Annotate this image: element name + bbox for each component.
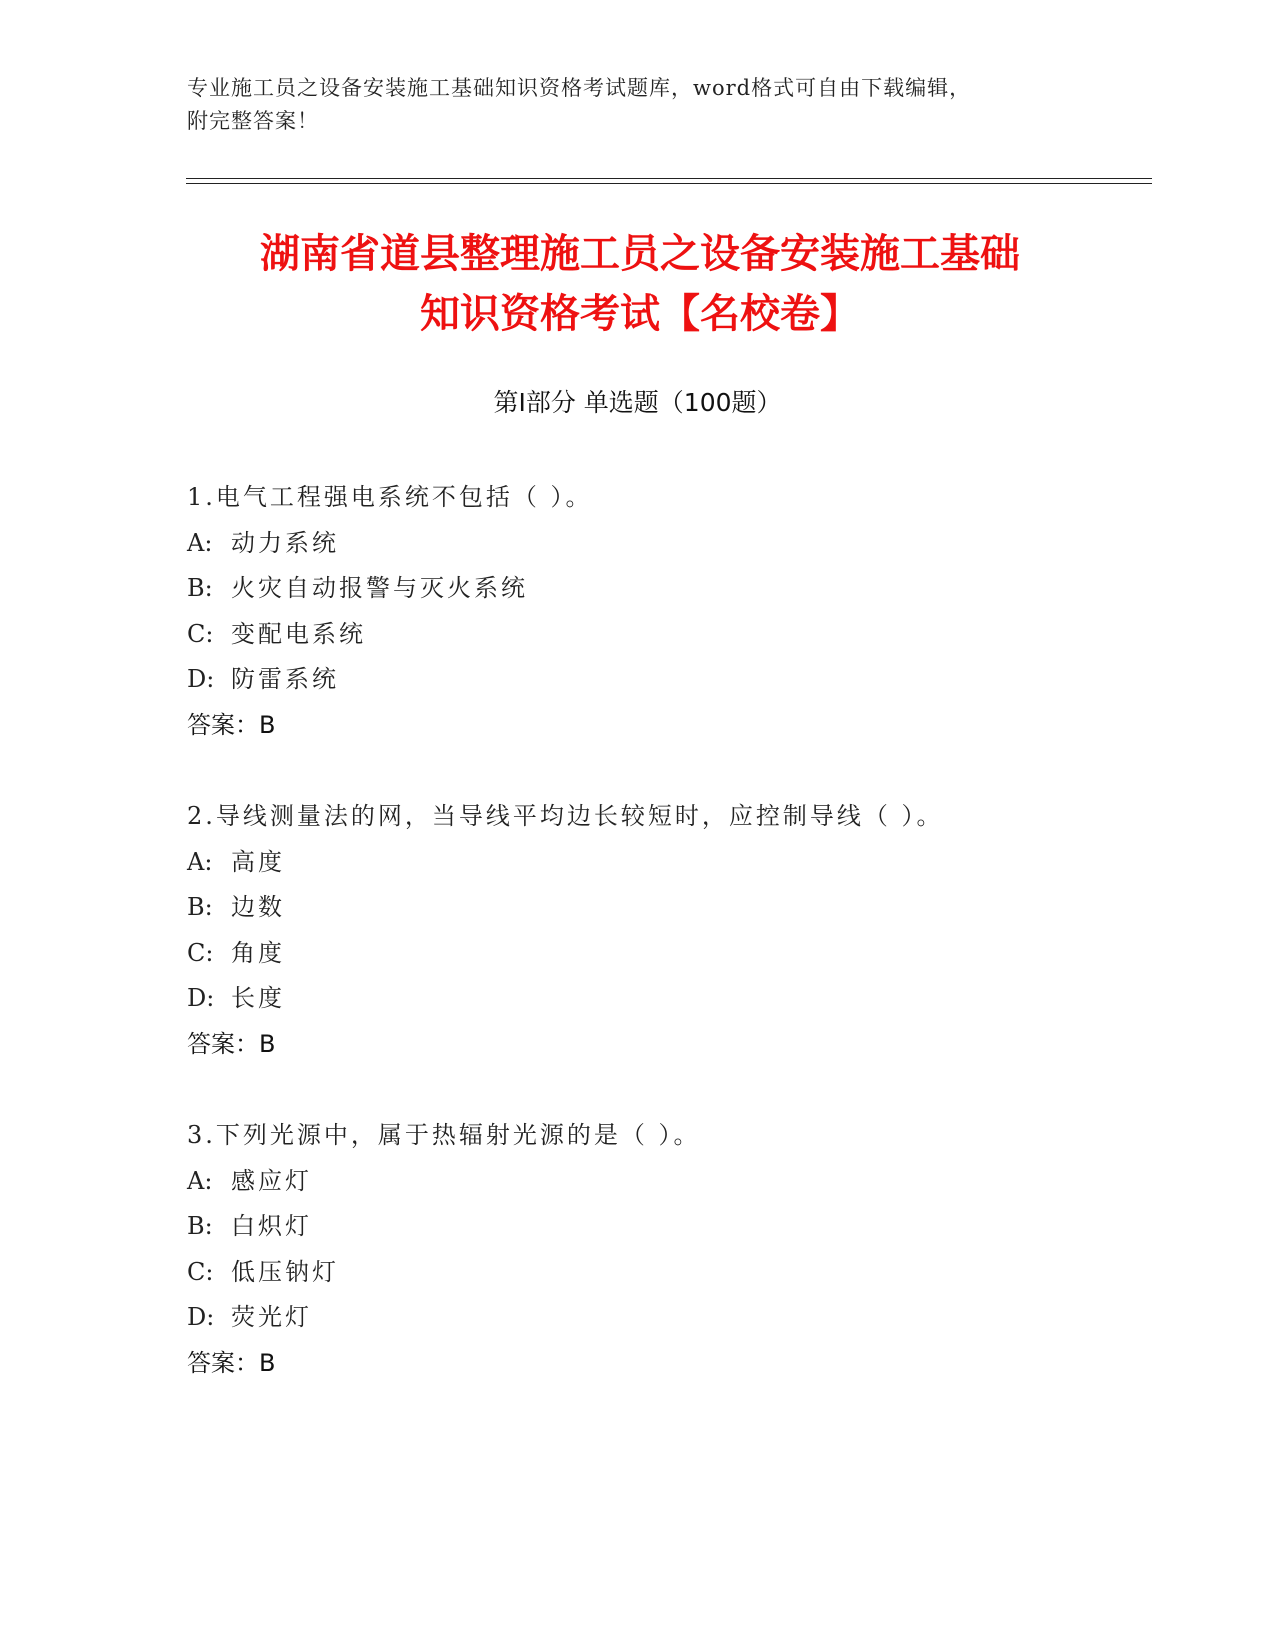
option-c xyxy=(187,1250,1187,1296)
option-key: C: xyxy=(187,938,214,967)
option-key: B: xyxy=(187,893,213,921)
question-text: 3.下列光源中，属于热辐射光源的是（ ）。 xyxy=(187,1121,701,1149)
option-key: B: xyxy=(187,1212,213,1240)
option-c xyxy=(187,612,1187,658)
header-note-line-2: 附完整答案！ xyxy=(187,109,319,133)
option-key: B: xyxy=(187,574,213,602)
option-key: D: xyxy=(187,1303,215,1331)
option-key: C: xyxy=(187,619,214,648)
option-d xyxy=(187,976,1187,1022)
option-d xyxy=(187,657,1187,703)
question-2 xyxy=(187,794,1187,1067)
option-text: 感应灯 xyxy=(231,1166,312,1195)
question-text: 2.导线测量法的网，当导线平均边长较短时，应控制导线（ ）。 xyxy=(187,802,944,830)
option-key: A: xyxy=(187,528,213,557)
option-a xyxy=(187,1159,1187,1205)
header-divider-bottom xyxy=(186,183,1152,184)
option-key: D: xyxy=(187,665,215,693)
document-title-line-1: 湖南省道县整理施工员之设备安装施工基础 xyxy=(260,231,1020,277)
option-d xyxy=(187,1295,1187,1341)
option-text: 火灾自动报警与灭火系统 xyxy=(231,574,528,602)
option-text: 高度 xyxy=(231,847,285,876)
option-text: 边数 xyxy=(231,893,285,921)
option-b xyxy=(187,566,1187,612)
option-b xyxy=(187,885,1187,931)
option-text: 白炽灯 xyxy=(231,1212,312,1240)
question-1 xyxy=(187,475,1187,748)
option-key: C: xyxy=(187,1257,214,1286)
header-divider-top xyxy=(186,178,1152,179)
document-title xyxy=(160,224,1120,344)
option-text: 低压钠灯 xyxy=(231,1257,339,1286)
option-c xyxy=(187,931,1187,977)
option-text: 变配电系统 xyxy=(231,619,366,648)
document-title-line-2: 知识资格考试【名校卷】 xyxy=(420,291,860,337)
question-3 xyxy=(187,1113,1187,1386)
option-text: 角度 xyxy=(231,938,285,967)
option-text: 防雷系统 xyxy=(231,665,339,693)
header-note-line-1: 专业施工员之设备安装施工基础知识资格考试题库，word格式可自由下载编辑， xyxy=(187,76,972,100)
answer: 答案：B xyxy=(187,1348,276,1377)
option-key: D: xyxy=(187,984,215,1012)
answer: 答案：B xyxy=(187,710,276,739)
question-text: 1.电气工程强电系统不包括（ ）。 xyxy=(187,483,593,511)
option-text: 荧光灯 xyxy=(231,1303,312,1331)
document-header-note xyxy=(187,72,1087,138)
option-text: 动力系统 xyxy=(231,528,339,557)
section-title: 第Ⅰ部分 单选题（100题） xyxy=(493,388,782,417)
option-key: A: xyxy=(187,1166,213,1195)
option-key: A: xyxy=(187,847,213,876)
answer: 答案：B xyxy=(187,1029,276,1058)
option-a xyxy=(187,521,1187,567)
option-text: 长度 xyxy=(231,984,285,1012)
option-b xyxy=(187,1204,1187,1250)
option-a xyxy=(187,840,1187,886)
